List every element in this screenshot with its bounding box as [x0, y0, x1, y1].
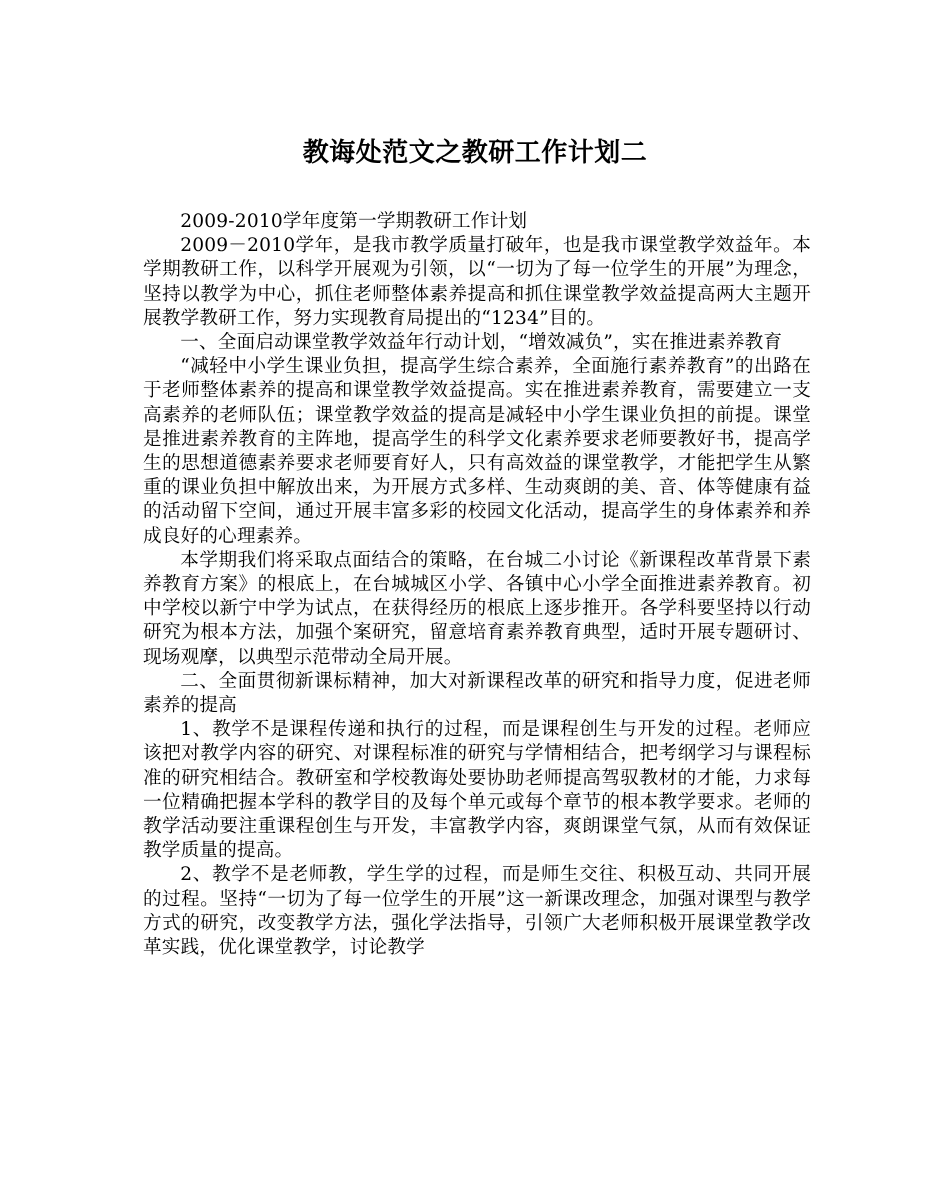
section-heading-1: 一、全面启动课堂教学效益年行动计划，“增效减负”，实在推进素养教育: [180, 332, 783, 354]
paragraph-intro: 2009－2010学年，是我市教学质量打破年，也是我市课堂教学效益年。本学期教研工作，以科学开展观为引领，以“一切为了每一位学生的开展”为理念，坚持以教学为中心，抓住老师整体素养提高和抓住课堂教学效益提高两大主题开展教学教研工作，努力实现教育局提出的“1234”目的。: [143, 235, 811, 329]
paragraph-item-2: 2、教学不是老师教，学生学的过程，而是师生交往、积极互动、共同开展的过程。坚持“一切为了每一位学生的开展”这一新课改理念，加强对课型与教学方式的研究，改变教学方法，强化学法指导，引领广大老师积极开展课堂教学改革实践，优化课堂教学，讨论教学: [143, 864, 811, 959]
paragraph-quality-education: “减轻中小学生课业负担，提高学生综合素养，全面施行素养教育”的出路在于老师整体素养的提高和课堂教学效益提高。实在推进素养教育，需要建立一支高素养的老师队伍；课堂教学效益的提高是减轻中小学生课业负担的前提。课堂是推进素养教育的主阵地，提高学生的科学文化素养要求老师要教好书，提高学生的思想道德素养要求老师要育好人，只有高效益的课堂教学，才能把学生从繁重的课业负担中解放出来，为开展方式多样、生动爽朗的美、音、体等健康有益的活动留下空间，通过开展丰富多彩的校园文化活动，提高学生的身体素养和养成良好的心理素养。: [143, 356, 811, 547]
document-body: [143, 210, 811, 960]
section-heading-2: 二、全面贯彻新课标精神，加大对新课程改革的研究和指导力度，促进老师素养的提高: [143, 670, 811, 717]
paragraph-plan-heading: 2009-2010学年度第一学期教研工作计划: [180, 211, 528, 232]
paragraph-item-1: 1、教学不是课程传递和执行的过程，而是课程创生与开发的过程。老师应该把对教学内容的研究、对课程标准的研究与学情相结合，把考纲学习与课程标准的研究相结合。教研室和学校教诲处要协助老师提高驾驭教材的才能，力求每一位精确把握本学科的教学目的及每个单元或每个章节的根本教学要求。老师的教学活动要注重课程创生与开发，丰富教学内容，爽朗课堂气氛，从而有效保证教学质量的提高。: [143, 719, 811, 862]
paragraph-strategy: 本学期我们将采取点面结合的策略，在台城二小讨论《新课程改革背景下素养教育方案》的根底上，在台城城区小学、各镇中心小学全面推进素养教育。初中学校以新宁中学为试点，在获得经历的根底上逐步推开。各学科要坚持以行动研究为根本方法，加强个案研究，留意培育素养教育典型，适时开展专题研讨、现场观摩，以典型示范带动全局开展。: [143, 549, 811, 668]
document-title: 教诲处范文之教研工作计划二: [302, 138, 648, 168]
